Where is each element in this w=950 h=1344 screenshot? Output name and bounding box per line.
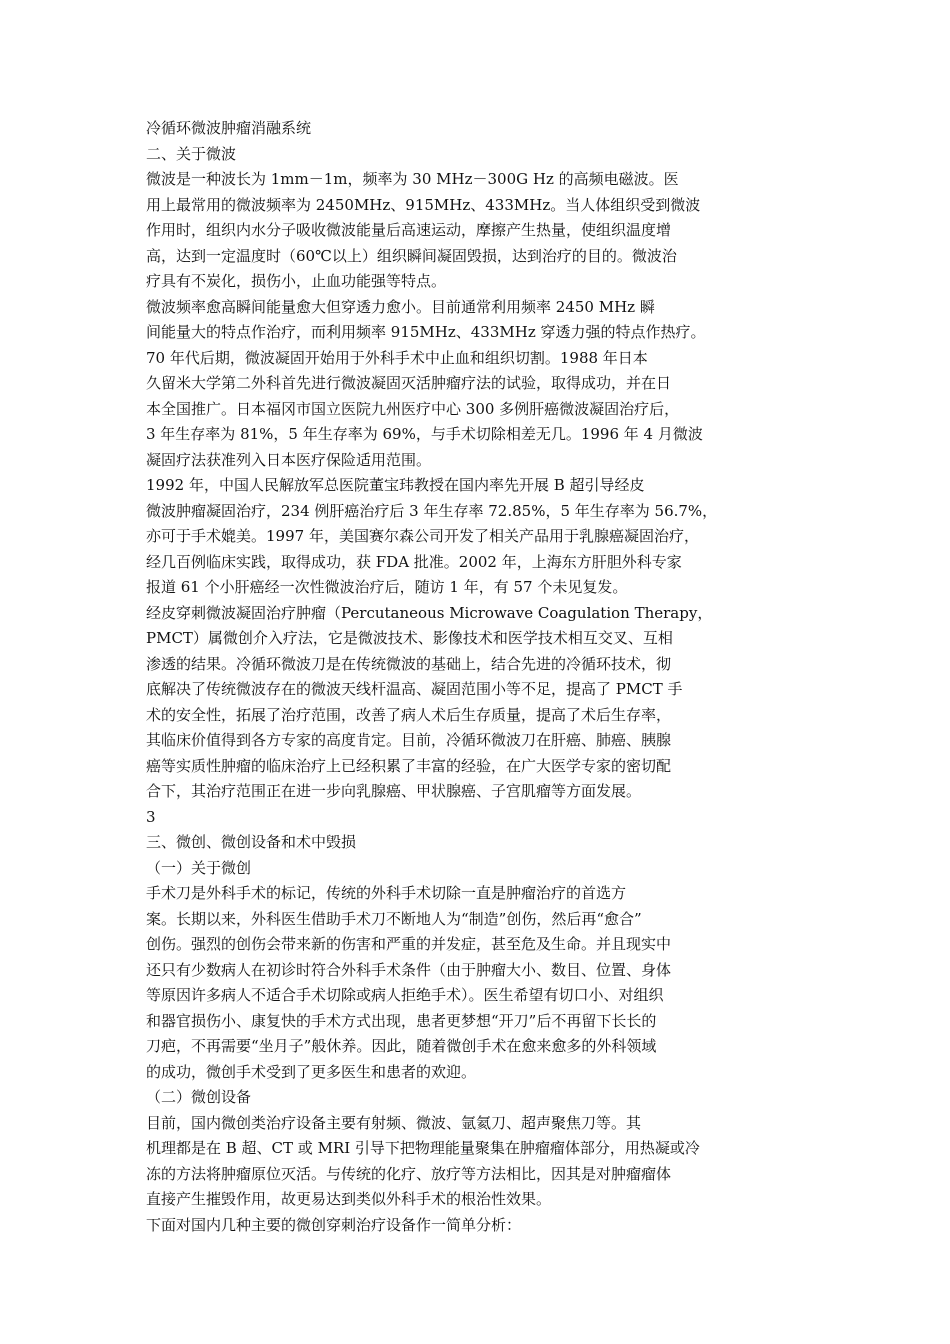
text-line: 冻的方法将肿瘤原位灭活。与传统的化疗、放疗等方法相比，因其是对肿瘤瘤体 — [146, 1164, 672, 1183]
text-line: 久留米大学第二外科首先进行微波凝固灭活肿瘤疗法的试验，取得成功，并在日 — [146, 374, 672, 392]
text-line: 作用时，组织内水分子吸收微波能量后高速运动，摩擦产生热量，使组织温度增 — [146, 221, 672, 239]
text-line: 等原因许多病人不适合手术切除或病人拒绝手术）。医生希望有切口小、对组织 — [146, 986, 664, 1004]
text-line: 用上最常用的微波频率为 2450MHz、915MHz、433MHz。当人体组织受到微波 — [146, 195, 701, 214]
text-line: 还只有少数病人在初诊时符合外科手术条件（由于肿瘤大小、数目、位置、身体 — [146, 960, 672, 979]
text-line: 经皮穿刺微波凝固治疗肿瘤（Percutaneous Microwave Coagulation Therapy， — [146, 603, 713, 622]
text-line: 创伤。强烈的创伤会带来新的伤害和严重的并发症，甚至危及生命。并且现实中 — [146, 935, 672, 953]
text-line: 高，达到一定温度时（60℃以上）组织瞬间凝固毁损，达到治疗的目的。微波治 — [146, 246, 677, 265]
text-line: 合下，其治疗范围正在进一步向乳腺癌、甲状腺癌、子宫肌瘤等方面发展。 — [146, 782, 642, 800]
text-line: 微波频率愈高瞬间能量愈大但穿透力愈小。目前通常利用频率 2450 MHz 瞬 — [146, 297, 655, 316]
text-line: 1992 年，中国人民解放军总医院董宝玮教授在国内率先开展 B 超引导经皮 — [146, 476, 645, 494]
text-line: （一）关于微创 — [146, 858, 252, 877]
text-line: 三、微创、微创设备和术中毁损 — [146, 833, 357, 851]
text-line: 案。长期以来，外科医生借助手术刀不断地人为“制造”创伤，然后再“愈合” — [146, 909, 642, 928]
text-line: 癌等实质性肿瘤的临床治疗上已经积累了丰富的经验，在广大医学专家的密切配 — [146, 756, 672, 775]
text-line: 底解决了传统微波存在的微波天线杆温高、凝固范围小等不足，提高了 PMCT 手 — [146, 680, 683, 698]
text-line: 经几百例临床实践，取得成功，获 FDA 批准。2002 年，上海东方肝胆外科专家 — [146, 552, 682, 571]
text-line: 亦可于手术媲美。1997 年，美国赛尔森公司开发了相关产品用于乳腺癌凝固治疗， — [146, 527, 699, 545]
text-line: 手术刀是外科手术的标记，传统的外科手术切除一直是肿瘤治疗的首选方 — [146, 884, 627, 902]
text-line: 凝固疗法获准列入日本医疗保险适用范围。 — [146, 450, 432, 469]
document-body — [146, 116, 766, 1238]
text-line: 疗具有不炭化，损伤小，止血功能强等特点。 — [146, 272, 447, 290]
text-line: 其临床价值得到各方专家的高度肯定。目前，冷循环微波刀在肝癌、肺癌、胰腺 — [146, 731, 672, 749]
text-line: 下面对国内几种主要的微创穿刺治疗设备作一简单分析： — [146, 1215, 522, 1234]
text-line: 报道 61 个小肝癌经一次性微波治疗后，随访 1 年，有 57 个未见复发。 — [146, 578, 628, 596]
text-line: 微波是一种波长为 1mm－1m，频率为 30 MHz－300G Hz 的高频电磁波。医 — [146, 170, 679, 188]
text-line: 术的安全性，拓展了治疗范围，改善了病人术后生存质量，提高了术后生存率， — [146, 705, 672, 724]
text-line: 间能量大的特点作治疗，而利用频率 915MHz、433MHz 穿透力强的特点作热疗。 — [146, 323, 706, 341]
text-line: 微波肿瘤凝固治疗，234 例肝癌治疗后 3 年生存率 72.85%，5 年生存率为 56.7%， — [146, 501, 718, 520]
text-line: 和器官损伤小、康复快的手术方式出现，患者更梦想“开刀”后不再留下长长的 — [146, 1011, 657, 1030]
text-line: 3 年生存率为 81%，5 年生存率为 69%，与手术切除相差无几。1996 年 4 月微波 — [146, 425, 703, 443]
text-line: 的成功，微创手术受到了更多医生和患者的欢迎。 — [146, 1062, 477, 1081]
text-line: 刀疤，不再需要“坐月子”般休养。因此，随着微创手术在愈来愈多的外科领域 — [146, 1037, 657, 1055]
text-line: 机理都是在 B 超、CT 或 MRI 引导下把物理能量聚集在肿瘤瘤体部分，用热凝或冷 — [146, 1139, 700, 1157]
text-line: 70 年代后期，微波凝固开始用于外科手术中止血和组织切割。1988 年日本 — [146, 348, 648, 367]
text-line: 3 — [146, 807, 156, 826]
text-line: （二）微创设备 — [146, 1088, 252, 1106]
text-line: 二、关于微波 — [146, 144, 237, 163]
text-line: 目前，国内微创类治疗设备主要有射频、微波、氩氦刀、超声聚焦刀等。其 — [146, 1113, 642, 1132]
text-line: 渗透的结果。冷循环微波刀是在传统微波的基础上，结合先进的冷循环技术，彻 — [146, 654, 672, 673]
text-line: 本全国推广。日本福冈市国立医院九州医疗中心 300 多例肝癌微波凝固治疗后， — [146, 399, 680, 418]
text-line: PMCT）属微创介入疗法，它是微波技术、影像技术和医学技术相互交叉、互相 — [146, 629, 673, 647]
text-line: 直接产生摧毁作用，故更易达到类似外科手术的根治性效果。 — [146, 1190, 552, 1208]
text-line: 冷循环微波肿瘤消融系统 — [146, 119, 312, 137]
